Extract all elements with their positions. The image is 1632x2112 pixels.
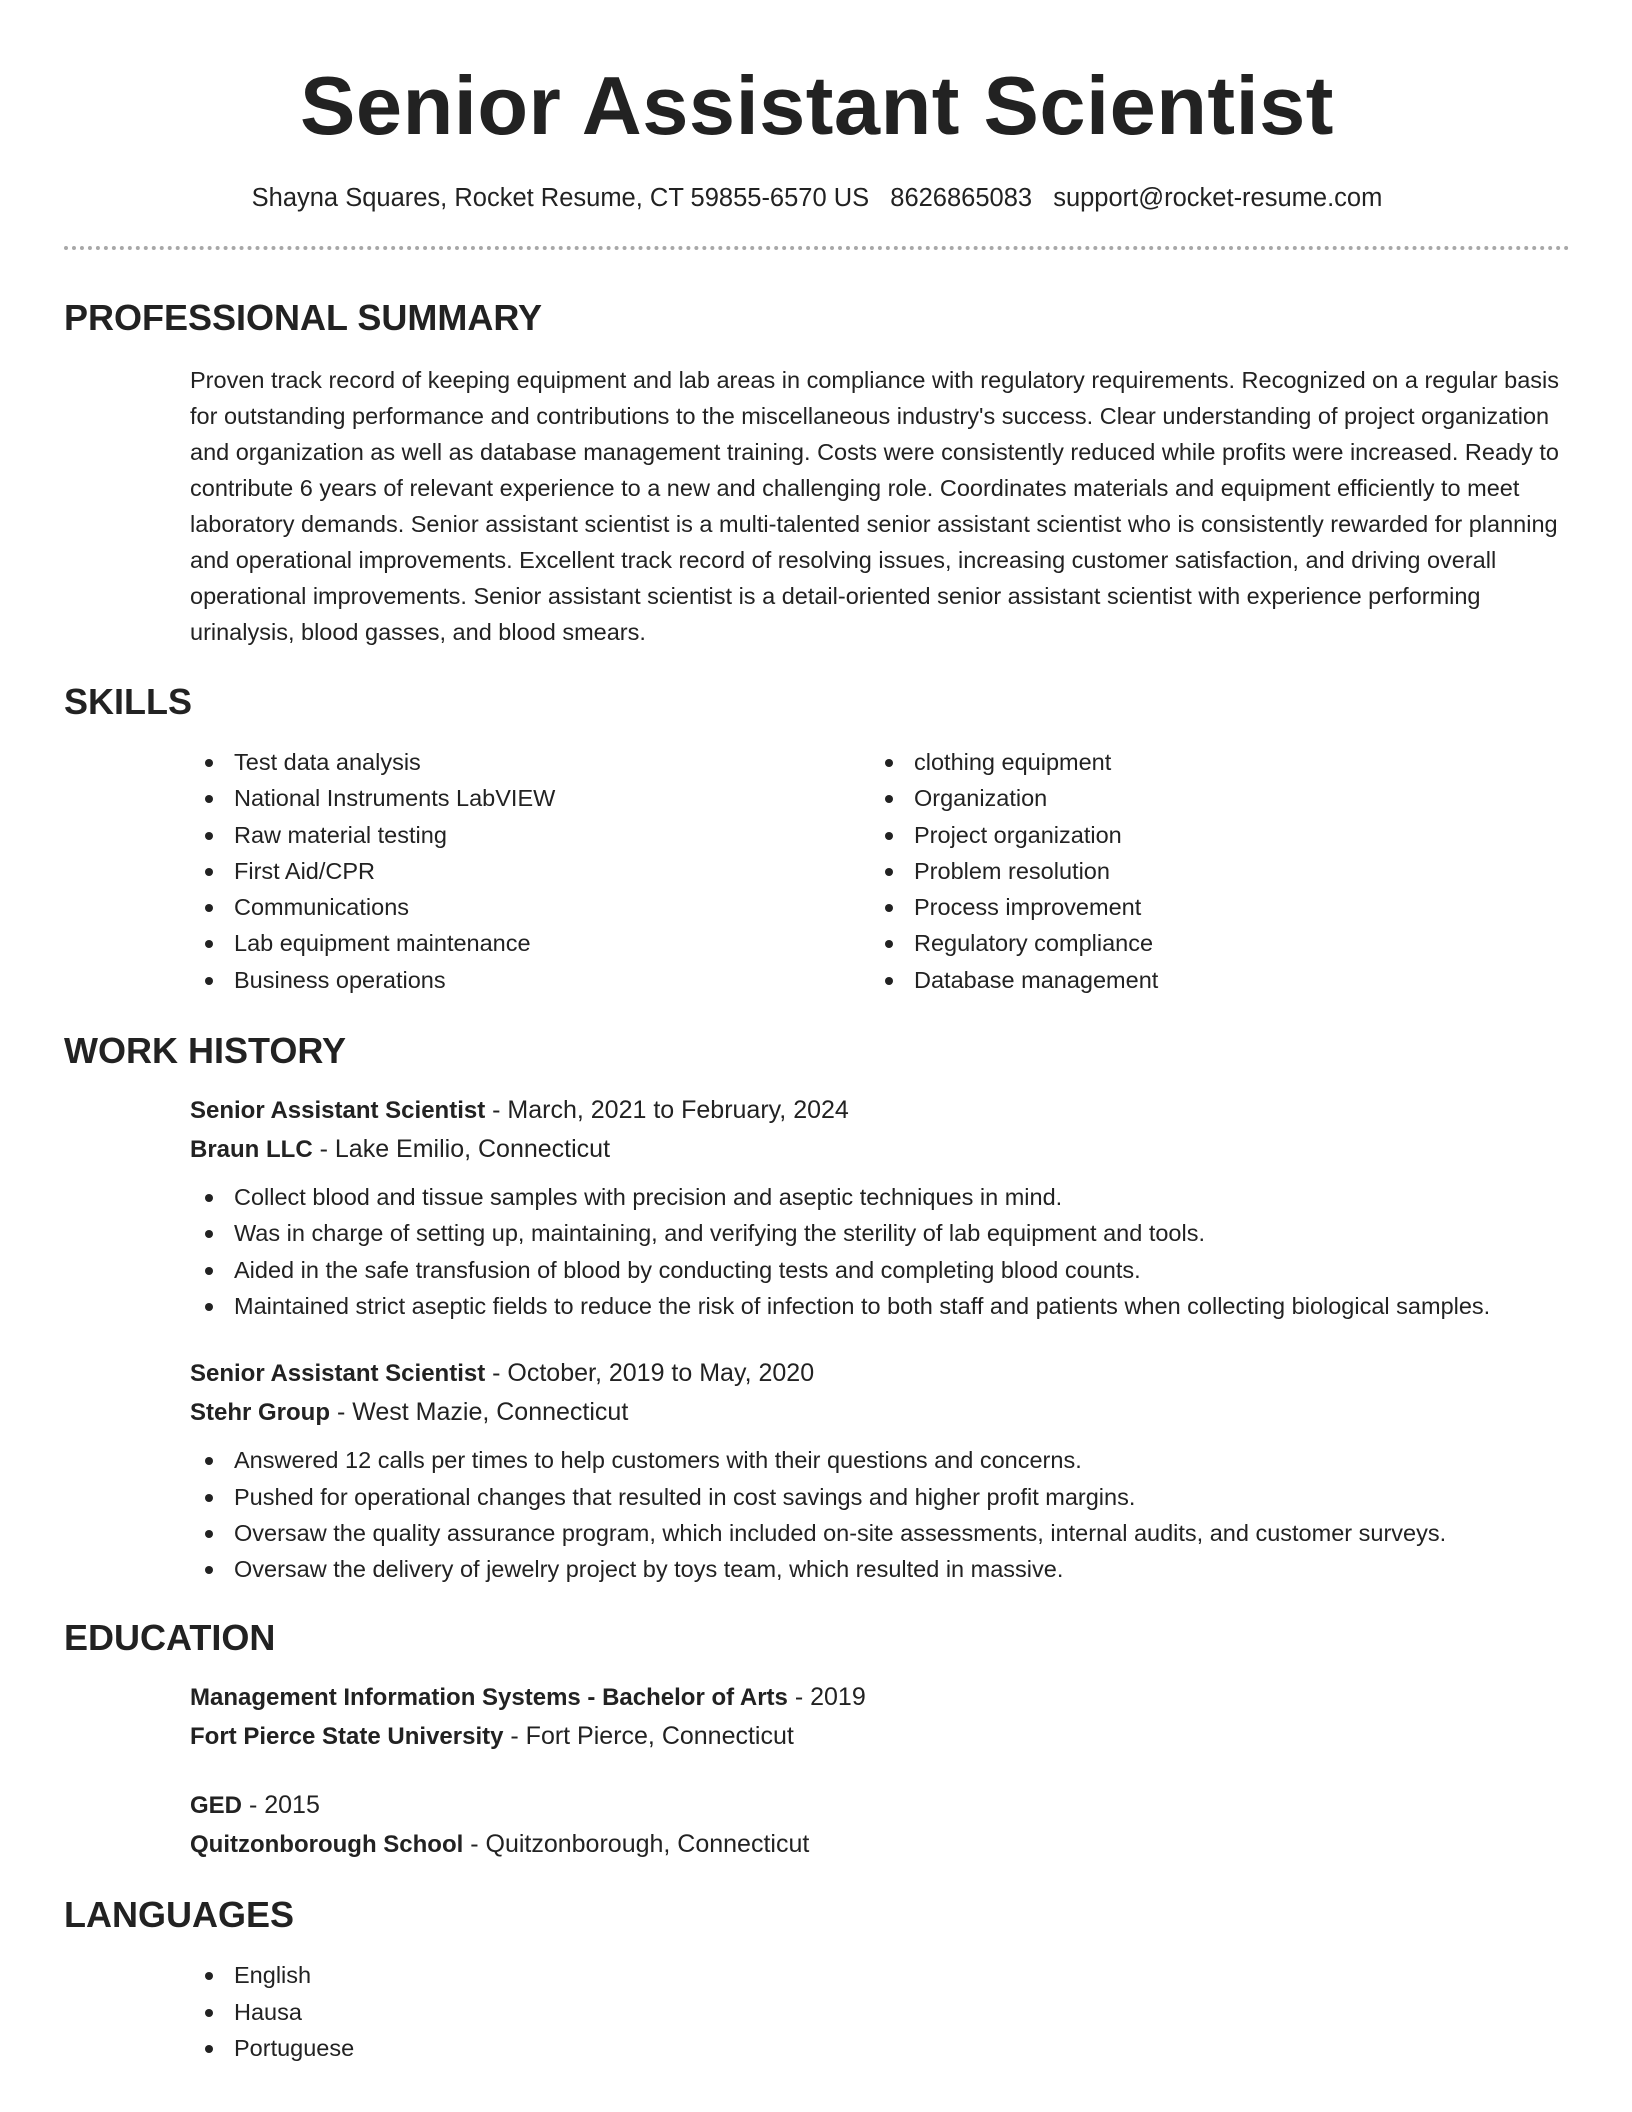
skills-heading: SKILLS: [64, 681, 193, 722]
job-title: Senior Assistant Scientist: [190, 1097, 486, 1125]
education-section: [64, 1618, 1570, 1864]
list-item: National Instruments LabVIEW: [190, 780, 870, 816]
list-item: Collect blood and tissue samples with precision and aseptic techniques in mind.: [190, 1179, 1570, 1215]
job-dates: - October, 2019 to May, 2020: [485, 1359, 815, 1388]
job-title: Senior Assistant Scientist: [190, 1360, 486, 1388]
education-year: - 2015: [242, 1791, 320, 1820]
resume-title: Senior Assistant Scientist: [300, 59, 1334, 152]
skills-section: [64, 682, 1570, 998]
work-history-heading: WORK HISTORY: [64, 1030, 347, 1072]
skills-columns: [190, 744, 1570, 998]
list-item: Lab equipment maintenance: [190, 925, 870, 961]
languages-list: [190, 1957, 1570, 2066]
education-school-line: [190, 1717, 1570, 1756]
summary-section: [64, 298, 1570, 650]
list-item: Oversaw the quality assurance program, which included on-site assessments, internal audits, and customer surveys.: [190, 1515, 1570, 1551]
education-school-line: [190, 1825, 1570, 1864]
job-entry: [190, 1091, 1570, 1324]
list-item: Pushed for operational changes that resulted in cost savings and higher profit margins.: [190, 1479, 1570, 1515]
summary-text: Proven track record of keeping equipment and lab areas in compliance with regulatory requirements. Recognized on a regular basis for outstanding performance and contributions to the miscellaneous industry's success. Clear understanding of project organization and organization as well as database management training. Costs were consistently reduced while profits were increased. Ready to contribute 6 years of relevant experience to a new and challenging role. Coordinates materials and equipment efficiently to meet laboratory demands. Senior assistant scientist is a multi-talented senior assistant scientist who is consistently rewarded for planning and operational improvements. Excellent track record of resolving issues, increasing customer satisfaction, and driving overall operational improvements. Senior assistant scientist is a detail-oriented senior assistant scientist with experience performing urinalysis, blood gasses, and blood smears.: [190, 367, 1559, 645]
job-duties-list: [190, 1179, 1570, 1324]
contact-phone: 8626865083: [890, 184, 1033, 212]
languages-section: [64, 1895, 1570, 2066]
education-location: - Fort Pierce, Connecticut: [503, 1722, 794, 1751]
education-entry: [190, 1678, 1570, 1756]
list-item: Regulatory compliance: [870, 925, 1550, 961]
header-divider: [64, 246, 1570, 250]
list-item: Answered 12 calls per times to help customers with their questions and concerns.: [190, 1442, 1570, 1478]
work-history-body: [190, 1091, 1570, 1587]
job-entry: [190, 1354, 1570, 1587]
education-heading: EDUCATION: [64, 1617, 276, 1659]
work-history-section: [64, 1031, 1570, 1587]
list-item: Aided in the safe transfusion of blood by conducting tests and completing blood counts.: [190, 1252, 1570, 1288]
job-dates: - March, 2021 to February, 2024: [485, 1096, 849, 1125]
list-item: Process improvement: [870, 889, 1550, 925]
resume-page: [64, 0, 1570, 2066]
education-school: Fort Pierce State University: [190, 1723, 504, 1751]
education-degree: GED: [190, 1792, 243, 1820]
job-company: Stehr Group: [190, 1399, 331, 1427]
education-degree: Management Information Systems - Bachelor of Arts: [190, 1684, 788, 1712]
list-item: Hausa: [190, 1994, 1570, 2030]
contact-email[interactable]: support@rocket-resume.com: [1053, 184, 1383, 212]
list-item: Oversaw the delivery of jewelry project by toys team, which resulted in massive.: [190, 1551, 1570, 1587]
job-company: Braun LLC: [190, 1136, 313, 1164]
education-degree-line: [190, 1786, 1570, 1825]
list-item: Was in charge of setting up, maintaining, and verifying the sterility of lab equipment and tools.: [190, 1215, 1570, 1251]
summary-body: [190, 362, 1570, 650]
skills-right-list: [870, 744, 1550, 998]
education-body: [190, 1678, 1570, 1864]
education-year: - 2019: [787, 1683, 866, 1712]
education-school: Quitzonborough School: [190, 1831, 464, 1859]
list-item: Maintained strict aseptic fields to reduce the risk of infection to both staff and patients when collecting biological samples.: [190, 1288, 1570, 1324]
skills-left-list: [190, 744, 870, 998]
job-company-line: [190, 1393, 1570, 1432]
contact-line: [64, 181, 1570, 215]
summary-heading: PROFESSIONAL SUMMARY: [64, 297, 543, 338]
contact-address: Shayna Squares, Rocket Resume, CT 59855-6570 US: [251, 184, 870, 212]
job-company-line: [190, 1130, 1570, 1169]
list-item: Business operations: [190, 962, 870, 998]
list-item: First Aid/CPR: [190, 853, 870, 889]
list-item: Project organization: [870, 817, 1550, 853]
list-item: English: [190, 1957, 1570, 1993]
job-duties-list: [190, 1442, 1570, 1587]
list-item: Communications: [190, 889, 870, 925]
education-location: - Quitzonborough, Connecticut: [463, 1830, 810, 1859]
list-item: Database management: [870, 962, 1550, 998]
list-item: Problem resolution: [870, 853, 1550, 889]
list-item: clothing equipment: [870, 744, 1550, 780]
list-item: Test data analysis: [190, 744, 870, 780]
list-item: Raw material testing: [190, 817, 870, 853]
list-item: Organization: [870, 780, 1550, 816]
education-entry: [190, 1786, 1570, 1864]
job-location: - West Mazie, Connecticut: [330, 1398, 629, 1427]
list-item: Portuguese: [190, 2030, 1570, 2066]
job-location: - Lake Emilio, Connecticut: [312, 1135, 611, 1164]
languages-heading: LANGUAGES: [64, 1894, 295, 1936]
job-title-line: [190, 1354, 1570, 1393]
job-title-line: [190, 1091, 1570, 1130]
education-degree-line: [190, 1678, 1570, 1717]
languages-body: [190, 1957, 1570, 2066]
